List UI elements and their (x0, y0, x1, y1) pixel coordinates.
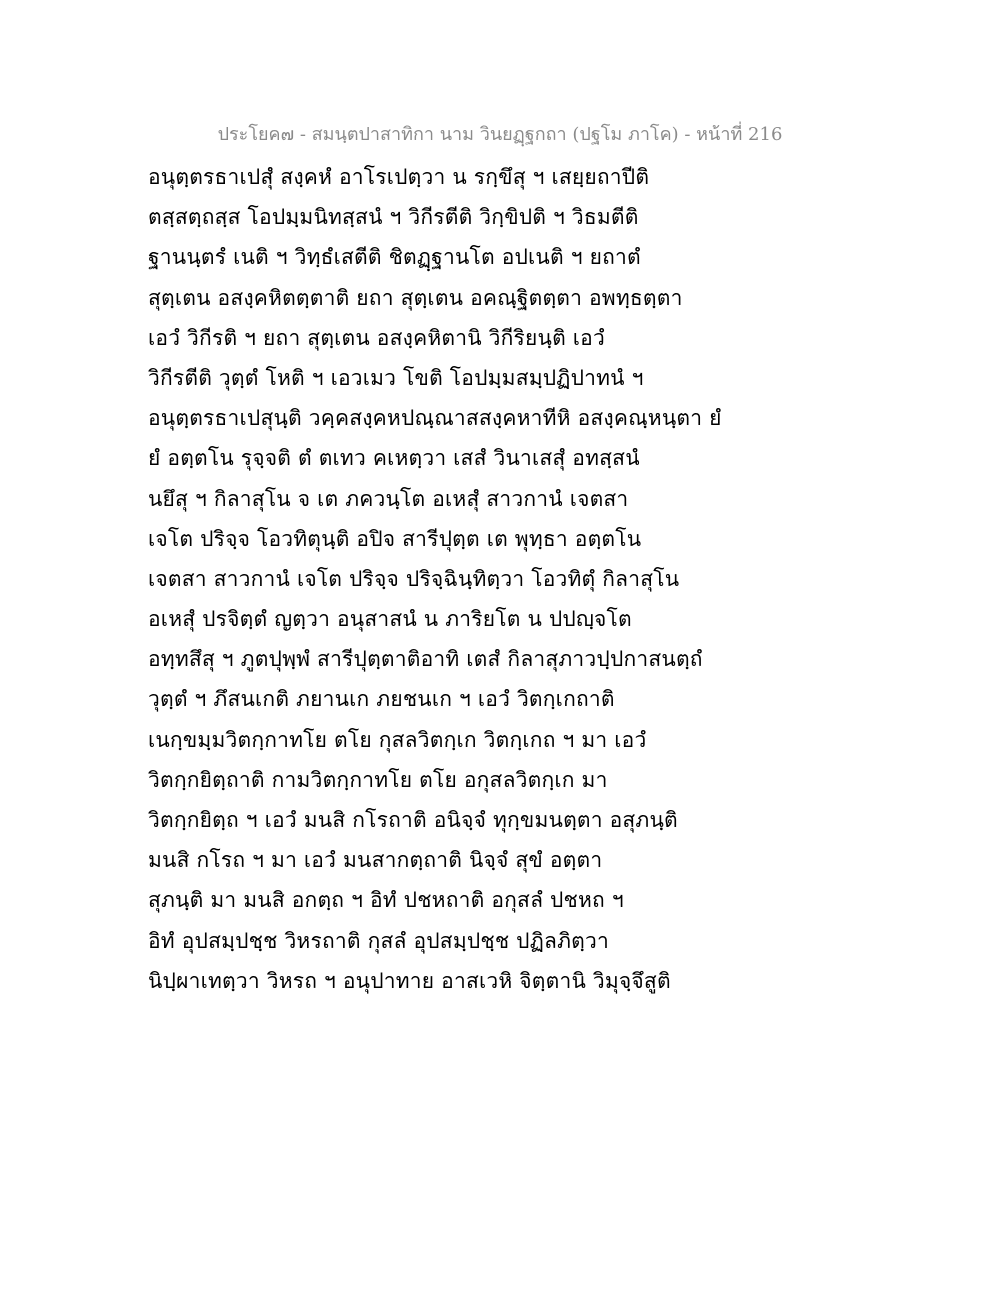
text-line: วิตกฺกยิตฺถาติ กามวิตกฺกาทโย ตโย อกุสลวิตกฺเก มา (148, 767, 608, 792)
text-line: เนกฺขมฺมวิตกฺกาทโย ตโย กุสลวิตกฺเก วิตกฺเกถ ฯ มา เอวํ (148, 727, 647, 752)
text-line: ตสฺสตฺถสฺส โอปมฺมนิทสฺสนํ ฯ วิกีรตีติ วิกฺขิปติ ฯ วิธมตีติ (148, 205, 639, 230)
text-line: มนสิ กโรถ ฯ มา เอวํ มนสากตฺถาติ นิจฺจํ สุขํ อตฺตา (148, 848, 603, 873)
text-line: วิตกฺกยิตฺถ ฯ เอวํ มนสิ กโรถาติ อนิจฺจํ ทุกฺขมนตฺตา อสุภนฺติ (148, 808, 678, 832)
text-line: สุตฺเตน อสงฺคหิตตฺตาติ ยถา สุตฺเตน อคณฺฐิตตฺตา อพทฺธตฺตา (148, 285, 683, 310)
text-line: เจตสา สาวกานํ เจโต ปริจฺจ ปริจฺฉินฺทิตฺวา โอวทิตุํ กิลาสุโน (148, 566, 680, 591)
text-line: อนุตฺตรธาเปสุนฺติ วคฺคสงฺคหปณฺณาสสงฺคหาทีหิ อสงฺคณฺหนฺตา ยํ (148, 406, 722, 431)
text-line: วิกีรตีติ วุตฺตํ โหติ ฯ เอวเมว โขติ โอปมฺมสมฺปฏิปาทนํ ฯ (148, 365, 644, 390)
text-line: อเหสุํ ปรจิตฺตํ ญตฺวา อนุสาสนํ น ภาริยโต น ปปญฺจโต (148, 607, 632, 632)
text-line: เอวํ วิกีรติ ฯ ยถา สุตฺเตน อสงฺคหิตานิ วิกีริยนฺติ เอวํ (148, 325, 605, 350)
text-line: เจโต ปริจฺจ โอวทิตุนฺติ อปิจ สารีปุตฺต เต พุทฺธา อตฺตโน (148, 526, 642, 551)
text-line: ยํ อตฺตโน รุจฺจติ ตํ ตเทว คเหตฺวา เสสํ วินาเสสุํ อทสฺสนํ (148, 446, 640, 471)
body-text (148, 157, 868, 1001)
text-line: อทฺทสึสุ ฯ ภูตปุพฺพํ สารีปุตฺตาติอาทิ เตสํ กิลาสุภาวปฺปกาสนตฺถํ (148, 647, 703, 672)
running-header: ประโยค๗ - สมนฺตปาสาทิกา นาม วินยฏฺฐกถา (ปฐโม ภาโค) - หน้าที่ 216 (217, 124, 783, 145)
text-line: อิทํ อุปสมฺปชฺช วิหรถาติ กุสลํ อุปสมฺปชฺช ปฏิลภิตฺวา (148, 928, 609, 953)
text-line: นิปฺผาเทตฺวา วิหรถ ฯ อนุปาทาย อาสเวหิ จิตฺตานิ วิมุจฺจึสูติ (148, 968, 671, 993)
text-line: นยึสุ ฯ กิลาสุโน จ เต ภควนฺโต อเหสุํ สาวกานํ เจตสา (148, 486, 629, 511)
text-line: สุภนฺติ มา มนสิ อกตฺถ ฯ อิทํ ปชหถาติ อกุสลํ ปชหถ ฯ (148, 888, 624, 913)
text-line: ฐานนฺตรํ เนติ ฯ วิทฺธํเสตีติ ชิตฏฺฐานโต อปเนติ ฯ ยถาตํ (148, 245, 641, 270)
text-line: อนุตฺตรธาเปสุํ สงฺคหํ อาโรเปตฺวา น รกฺขึสุ ฯ เสยฺยถาปีติ (148, 165, 650, 189)
text-line: วุตฺตํ ฯ ภึสนเกติ ภยานเก ภยชนเก ฯ เอวํ วิตกฺเกถาติ (148, 687, 615, 712)
